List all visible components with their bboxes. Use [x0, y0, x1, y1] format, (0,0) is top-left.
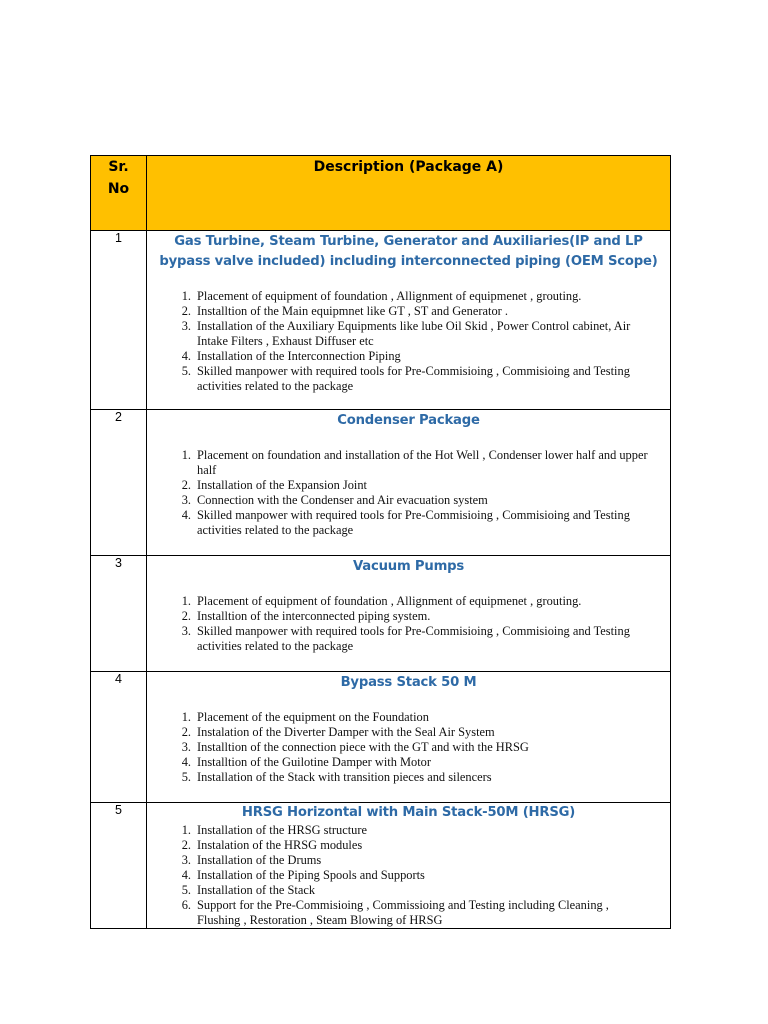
list-item-text: Installation of the Auxiliary Equipments like lube Oil Skid , Power Control cabinet, Air Intake Filters , Exhaust Diffuser etc — [197, 319, 631, 348]
description-cell — [147, 672, 671, 803]
description-cell — [147, 803, 671, 929]
description-cell — [147, 410, 671, 556]
table-row — [91, 556, 671, 672]
sr-number-cell: 4 — [91, 672, 147, 803]
list-item — [181, 624, 670, 654]
list-item — [181, 289, 670, 304]
list-item-number: 3. — [181, 740, 191, 754]
list-item — [181, 594, 670, 609]
list-item-number: 2. — [181, 304, 191, 318]
list-item — [181, 478, 670, 493]
scope-item-list — [147, 289, 670, 394]
list-item-number: 1. — [181, 289, 191, 303]
list-item-text: Installtion of the Guilotine Damper with Motor — [197, 755, 432, 769]
table-row — [91, 672, 671, 803]
list-item-number: 4. — [181, 755, 191, 769]
list-item — [181, 725, 670, 740]
list-item — [181, 364, 670, 394]
list-item-number: 5. — [181, 770, 191, 784]
table-row — [91, 410, 671, 556]
list-item-number: 4. — [181, 868, 191, 882]
scope-table — [90, 155, 671, 929]
list-item-number: 2. — [181, 478, 191, 492]
list-item-text: Skilled manpower with required tools for Pre-Commisioing , Commisioing and Testing activities related to the package — [197, 364, 630, 393]
list-item — [181, 710, 670, 725]
sr-number-cell: 1 — [91, 231, 147, 410]
header-description: Description (Package A) — [147, 156, 671, 231]
header-row — [91, 156, 671, 231]
list-item-text: Connection with the Condenser and Air evacuation system — [197, 493, 488, 507]
list-item-number: 1. — [181, 823, 191, 837]
list-item-text: Placement on foundation and installation of the Hot Well , Condenser lower half and upper half — [197, 448, 648, 477]
list-item-text: Installation of the Stack with transition pieces and silencers — [197, 770, 492, 784]
package-title: Gas Turbine, Steam Turbine, Generator and Auxiliaries(IP and LP bypass valve included) including interconnected piping (OEM Scope) — [159, 234, 658, 269]
list-item — [181, 755, 670, 770]
list-item-text: Installation of the Piping Spools and Supports — [197, 868, 425, 882]
list-item — [181, 853, 670, 868]
package-title: HRSG Horizontal with Main Stack-50M (HRSG) — [241, 805, 576, 820]
list-item-text: Installation of the HRSG structure — [197, 823, 367, 837]
list-item-number: 4. — [181, 508, 191, 522]
description-cell — [147, 556, 671, 672]
sr-number-cell: 3 — [91, 556, 147, 672]
list-item-number: 2. — [181, 609, 191, 623]
package-title: Condenser Package — [337, 413, 480, 428]
table-body — [91, 231, 671, 929]
list-item-text: Skilled manpower with required tools for Pre-Commisioing , Commisioing and Testing activities related to the package — [197, 508, 630, 537]
list-item-text: Installtion of the interconnected piping system. — [197, 609, 431, 623]
list-item-number: 3. — [181, 319, 191, 333]
list-item-number: 3. — [181, 624, 191, 638]
list-item — [181, 508, 670, 538]
list-item — [181, 898, 670, 928]
list-item — [181, 770, 670, 785]
list-item-number: 2. — [181, 725, 191, 739]
list-item-number: 6. — [181, 898, 191, 912]
list-item-text: Installation of the Drums — [197, 853, 322, 867]
list-item-text: Installation of the Expansion Joint — [197, 478, 368, 492]
scope-item-list — [147, 710, 670, 785]
list-item-text: Instalation of the Diverter Damper with the Seal Air System — [197, 725, 495, 739]
list-item-text: Installation of the Interconnection Piping — [197, 349, 401, 363]
scope-item-list — [147, 448, 670, 538]
sr-number-cell: 5 — [91, 803, 147, 929]
header-sr-no: Sr. No — [91, 156, 147, 231]
description-cell — [147, 231, 671, 410]
table-row — [91, 231, 671, 410]
list-item-number: 1. — [181, 594, 191, 608]
list-item-number: 5. — [181, 364, 191, 378]
list-item-text: Installtion of the connection piece with the GT and with the HRSG — [197, 740, 529, 754]
list-item — [181, 838, 670, 853]
list-item — [181, 493, 670, 508]
list-item-text: Placement of the equipment on the Foundation — [197, 710, 429, 724]
list-item — [181, 319, 670, 349]
scope-item-list — [147, 823, 670, 928]
list-item-number: 1. — [181, 448, 191, 462]
scope-item-list — [147, 594, 670, 654]
list-item — [181, 304, 670, 319]
list-item-number: 2. — [181, 838, 191, 852]
package-title: Bypass Stack 50 M — [340, 675, 477, 690]
list-item-text: Installtion of the Main equipmnet like GT , ST and Generator . — [197, 304, 508, 318]
list-item — [181, 448, 670, 478]
list-item — [181, 823, 670, 838]
package-title: Vacuum Pumps — [353, 559, 464, 574]
list-item-number: 5. — [181, 883, 191, 897]
list-item-number: 1. — [181, 710, 191, 724]
list-item-text: Placement of equipment of foundation , Allignment of equipmenet , grouting. — [197, 289, 582, 303]
list-item — [181, 609, 670, 624]
list-item-number: 3. — [181, 493, 191, 507]
sr-number-cell: 2 — [91, 410, 147, 556]
list-item-text: Installation of the Stack — [197, 883, 316, 897]
list-item — [181, 883, 670, 898]
list-item — [181, 349, 670, 364]
list-item-number: 4. — [181, 349, 191, 363]
list-item-text: Instalation of the HRSG modules — [197, 838, 363, 852]
list-item-number: 3. — [181, 853, 191, 867]
list-item — [181, 868, 670, 883]
list-item-text: Support for the Pre-Commisioing , Commissioing and Testing including Cleaning , Flushing , Restoration , Steam Blowing of HRSG — [197, 898, 609, 927]
list-item — [181, 740, 670, 755]
list-item-text: Skilled manpower with required tools for Pre-Commisioing , Commisioing and Testing activities related to the package — [197, 624, 630, 653]
list-item-text: Placement of equipment of foundation , Allignment of equipmenet , grouting. — [197, 594, 582, 608]
table-row — [91, 803, 671, 929]
